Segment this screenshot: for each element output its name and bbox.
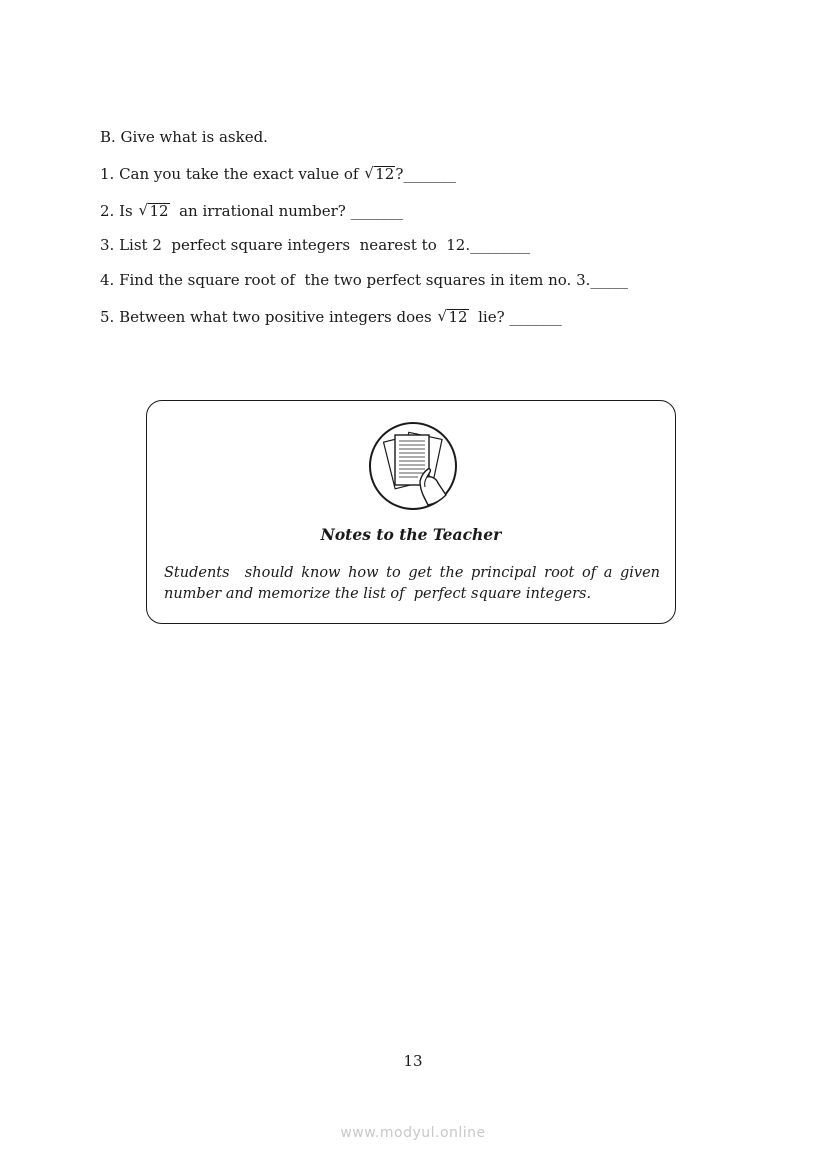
answer-blank: ?_______	[395, 165, 456, 183]
question-1	[100, 165, 456, 183]
papers-in-hand-icon	[368, 421, 458, 511]
square-root-expression	[437, 308, 468, 326]
radical-sign-icon: √	[437, 307, 448, 325]
radicand: 12	[149, 202, 169, 220]
section-heading: B. Give what is asked.	[100, 128, 268, 146]
watermark: www.modyul.online	[340, 1125, 486, 1141]
square-root-expression	[138, 202, 169, 220]
answer-blank: lie? _______	[468, 308, 562, 326]
page-number: 13	[403, 1052, 423, 1070]
radical-sign-icon: √	[138, 201, 149, 219]
question-5-text: 5. Between what two positive integers does	[100, 308, 437, 326]
answer-blank: an irrational number? _______	[169, 202, 404, 220]
notes-to-teacher-box	[146, 400, 676, 624]
notes-title: Notes to the Teacher	[320, 525, 502, 544]
question-5	[100, 308, 562, 326]
radicand: 12	[375, 165, 395, 183]
question-1-text: 1. Can you take the exact value of	[100, 165, 364, 183]
square-root-expression	[364, 165, 395, 183]
question-3: 3. List 2 perfect square integers nearest to 12.________	[100, 236, 531, 254]
question-2-text: 2. Is	[100, 202, 138, 220]
question-4: 4. Find the square root of the two perfect squares in item no. 3._____	[100, 271, 628, 289]
radical-sign-icon: √	[364, 164, 374, 182]
radicand: 12	[448, 308, 468, 326]
notes-body: Students should know how to get the principal root of a given number and memorize the list of perfect square integers.	[164, 565, 665, 602]
question-2	[100, 202, 403, 220]
